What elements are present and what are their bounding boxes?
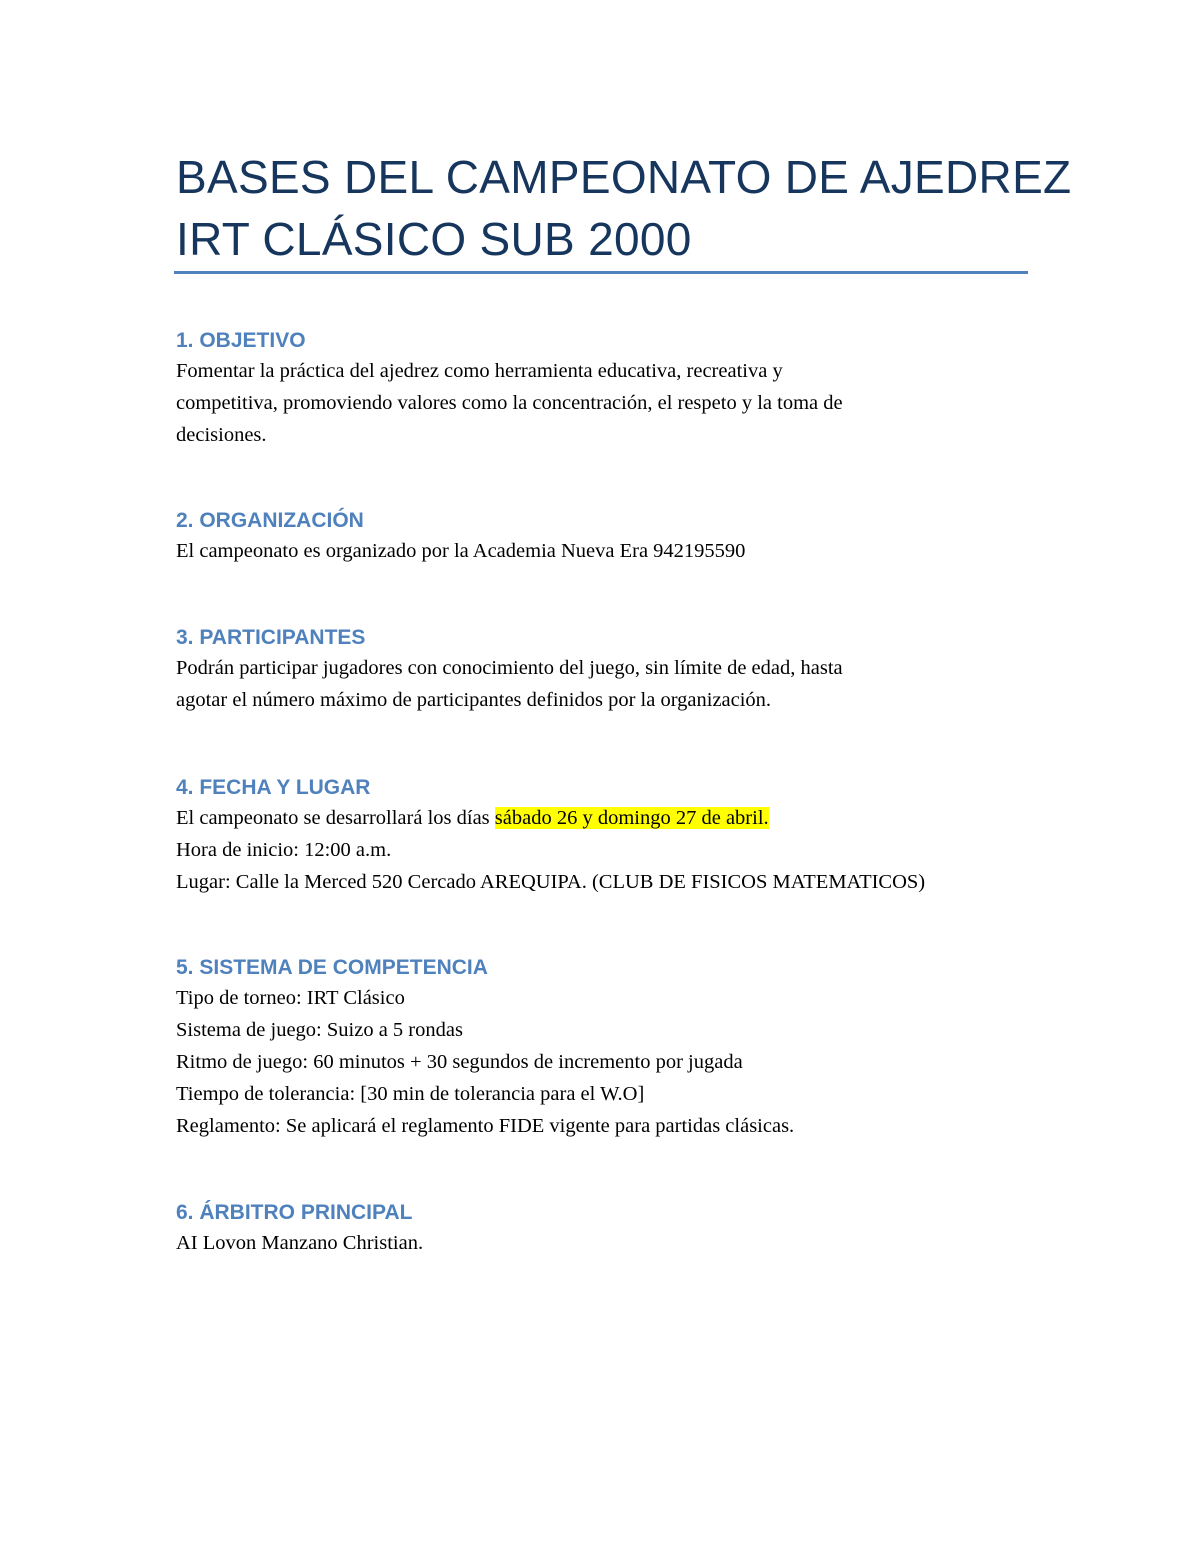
body-line: Podrán participar jugadores con conocimiento del juego, sin límite de edad, hasta [176, 657, 843, 679]
section-participantes [176, 624, 1056, 716]
title-underline-rule [174, 271, 1028, 274]
body-line: decisiones. [176, 424, 267, 446]
date-prefix: El campeonato se desarrollará los días [176, 807, 495, 829]
body-line: Tipo de torneo: IRT Clásico [176, 987, 405, 1009]
body-line: AI Lovon Manzano Christian. [176, 1232, 424, 1254]
body-line: agotar el número máximo de participantes definidos por la organización. [176, 689, 772, 711]
section-heading: 4. FECHA Y LUGAR [176, 776, 371, 799]
section-heading: 2. ORGANIZACIÓN [176, 509, 364, 532]
body-line: Ritmo de juego: 60 minutos + 30 segundos de incremento por jugada [176, 1051, 743, 1073]
section-heading: 5. SISTEMA DE COMPETENCIA [176, 956, 488, 979]
title-line-2: IRT CLÁSICO SUB 2000 [176, 213, 692, 265]
document-title [176, 146, 1072, 270]
section-objetivo [176, 327, 1056, 451]
section-heading: 1. OBJETIVO [176, 329, 306, 352]
place-line: Lugar: Calle la Merced 520 Cercado AREQUIPA. (CLUB DE FISICOS MATEMATICOS) [176, 871, 926, 893]
highlighted-dates: sábado 26 y domingo 27 de abril. [494, 807, 769, 829]
section-arbitro-principal [176, 1199, 1056, 1259]
section-organizacion [176, 507, 1056, 567]
section-fecha-lugar [176, 774, 1056, 898]
body-line: Sistema de juego: Suizo a 5 rondas [176, 1019, 463, 1041]
body-line: Reglamento: Se aplicará el reglamento FIDE vigente para partidas clásicas. [176, 1115, 795, 1137]
body-line: Tiempo de tolerancia: [30 min de tolerancia para el W.O] [176, 1083, 645, 1105]
date-line [176, 802, 1056, 834]
body-line: competitiva, promoviendo valores como la concentración, el respeto y la toma de [176, 392, 843, 414]
body-line: Fomentar la práctica del ajedrez como herramienta educativa, recreativa y [176, 360, 783, 382]
body-line: El campeonato es organizado por la Academia Nueva Era 942195590 [176, 540, 746, 562]
section-sistema-competencia [176, 954, 1056, 1142]
start-time-line: Hora de inicio: 12:00 a.m. [176, 839, 392, 861]
title-line-1: BASES DEL CAMPEONATO DE AJEDREZ [176, 151, 1072, 203]
section-heading: 3. PARTICIPANTES [176, 626, 366, 649]
section-heading: 6. ÁRBITRO PRINCIPAL [176, 1201, 413, 1224]
